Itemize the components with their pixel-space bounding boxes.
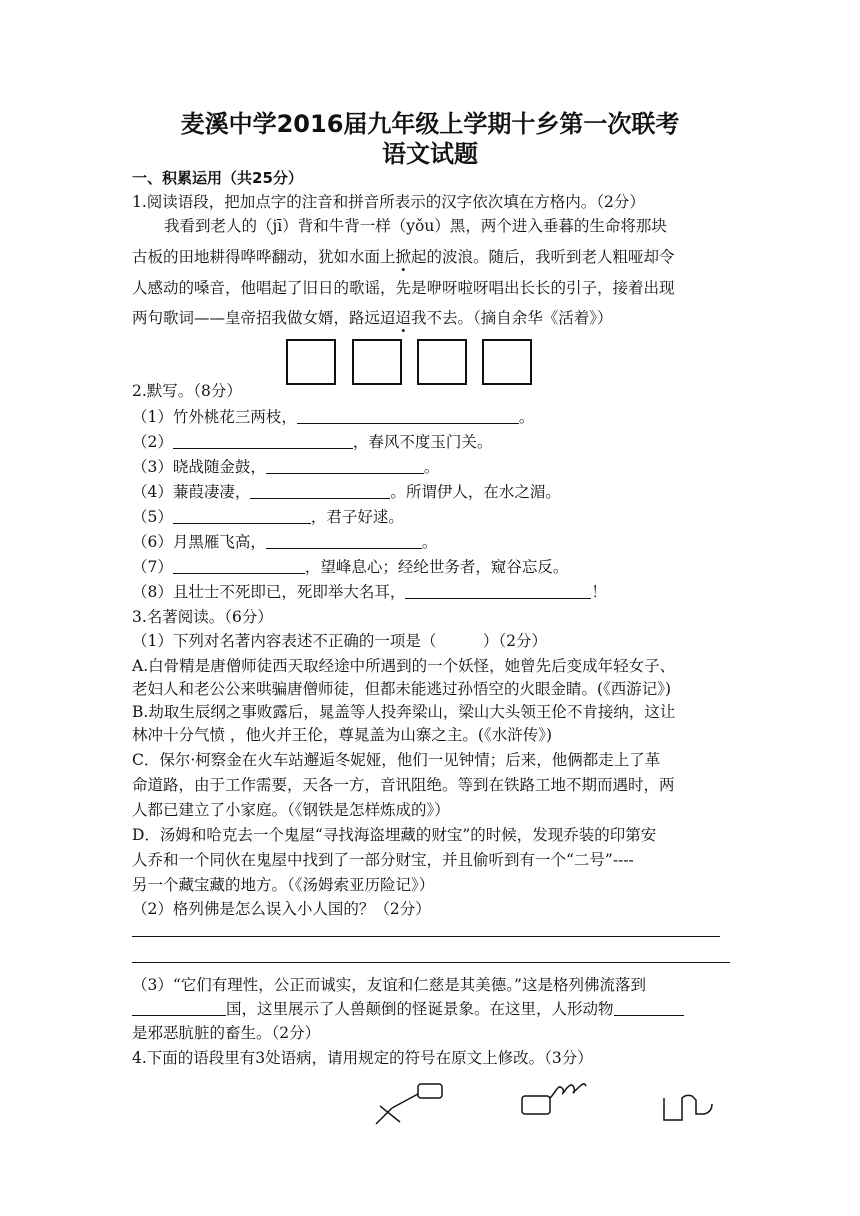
q2-item-6-post: 。 — [421, 533, 438, 551]
q1-prompt: 1.阅读语段，把加点字的注音和拼音所表示的汉字依次填在方格内。（2分） — [132, 193, 645, 211]
delete-symbol-icon — [516, 1076, 602, 1120]
q3-option-d-line3: 另一个藏宝藏的地方。（《汤姆索亚历险记》） — [132, 876, 435, 894]
q2-item-3-pre: （3）晓战随金鼓， — [132, 458, 266, 476]
q1-passage-line1: 我看到老人的（jī）背和牛背一样（yǒu）黑，两个进入垂暮的生命将那块 — [164, 217, 667, 235]
q2-item-4-blank[interactable] — [250, 482, 390, 499]
q3-sub3-line2-text: 国，这里展示了人兽颠倒的怪诞景象。在这里，人形动物 — [226, 1000, 614, 1018]
q3-option-b-line1: B.劫取生辰纲之事败露后，晁盖等人投奔梁山，梁山大头领王伦不肯接纳，这让 — [132, 703, 676, 721]
q2-item-8-blank[interactable] — [405, 582, 591, 599]
answer-box-4[interactable] — [482, 339, 532, 385]
q2-item-7-pre: （7） — [132, 558, 173, 576]
q2-item-7-post: ，望峰息心；经纶世务者，窥谷忘反。 — [304, 558, 569, 576]
q3-option-d-line1: D．汤姆和哈克去一个鬼屋“寻找海盗埋藏的财宝”的时候，发现乔装的印第安 — [132, 826, 657, 844]
q1-line4-part-b: 我不去。（摘自余华《活着》） — [411, 309, 613, 327]
q3-sub3-line1: （3）“它们有理性，公正而诚实，友谊和仁慈是其美德。”这是格列佛流落到 — [132, 976, 646, 994]
q3-sub3-line3: 是邪恶肮脏的畜生。（2分） — [132, 1024, 321, 1042]
q2-prompt: 2.默写。（8分） — [132, 382, 242, 400]
answer-box-1[interactable] — [286, 339, 336, 385]
q2-item-1-post: 。 — [518, 408, 535, 426]
q2-item-3 — [132, 455, 439, 477]
q1-line2-part-a: 古板的田地耕得哗哗翻动，犹如水面上 — [132, 248, 396, 266]
q2-item-2-post: ，春风不度玉门关。 — [352, 433, 493, 451]
answer-box-2[interactable] — [352, 339, 402, 385]
q3-option-c-line2: 命道路，由于工作需要，天各一方，音讯阻绝。等到在铁路工地不期而遇时，两 — [132, 776, 675, 794]
q2-item-4-pre: （4）蒹葭凄凄， — [132, 483, 251, 501]
q2-item-2-pre: （2） — [132, 433, 173, 451]
q2-item-8-pre: （8）且壮士不死即已，死即举大名耳， — [132, 583, 406, 601]
answer-line-1[interactable] — [132, 936, 720, 937]
q1-line4-part-a: 两句歌词——皇帝招我做女婿，路远迢 — [132, 309, 396, 327]
q3-sub3-blank-2[interactable] — [614, 999, 684, 1016]
q2-item-1-pre: （1）竹外桃花三两枝， — [132, 408, 297, 426]
answer-box-3[interactable] — [417, 339, 467, 385]
q3-option-c-line1: C．保尔·柯察金在火车站邂逅冬妮娅，他们一见钟情；后来，他俩都走上了革 — [132, 751, 661, 769]
q2-item-6 — [132, 530, 437, 552]
q2-item-8-post: ！ — [591, 583, 607, 601]
q3-option-a-line2: 老妇人和老公公来哄骗唐僧师徒，但都未能逃过孙悟空的火眼金睛。(《西游记》) — [132, 680, 672, 698]
q2-item-4-post: 。所谓伊人，在水之湄。 — [390, 483, 561, 501]
q2-item-6-pre: （6）月黑雁飞高， — [132, 533, 266, 551]
q3-option-a-line1: A.白骨精是唐僧师徒西天取经途中所遇到的一个妖怪，她曾先后变成年轻女子、 — [132, 657, 676, 675]
q3-option-b-line2: 林冲十分气愤 ，他火并王伦，尊晁盖为山寨之主。(《水浒传》) — [132, 726, 553, 744]
q3-sub1: （1）下列对名著内容表述不正确的一项是（ ）（2分） — [132, 632, 547, 650]
exam-title-line1: 麦溪中学2016届九年级上学期十乡第一次联考 — [180, 110, 680, 138]
exam-title-line2: 语文试题 — [382, 140, 478, 168]
q3-sub3-blank-1[interactable] — [132, 999, 226, 1016]
q2-item-8 — [132, 580, 607, 602]
q2-item-7 — [132, 555, 568, 577]
q3-sub3-line2 — [132, 997, 684, 1019]
q3-prompt: 3.名著阅读。（6分） — [132, 608, 273, 626]
q2-item-6-blank[interactable] — [266, 532, 422, 549]
q3-sub2: （2）格列佛是怎么误入小人国的？（2分） — [132, 900, 431, 918]
q2-item-5-blank[interactable] — [173, 507, 311, 524]
q3-option-c-line3: 人都已建立了小家庭。（《钢铁是怎样炼成的》） — [132, 801, 450, 819]
q1-line2-part-b: 起的波浪。随后，我听到老人粗哑却令 — [411, 248, 675, 266]
q2-item-5-pre: （5） — [132, 508, 173, 526]
q1-passage-line3: 人感动的嗓音，他唱起了旧日的歌谣，先是咿呀啦呀唱出长长的引子，接着出现 — [132, 279, 675, 297]
q2-item-3-blank[interactable] — [266, 457, 424, 474]
q2-item-5-post: ，君子好逑。 — [310, 508, 404, 526]
section-heading: 一、积累运用（共25分） — [132, 169, 303, 187]
q2-item-2 — [132, 430, 492, 452]
q1-passage-line4 — [132, 306, 613, 328]
transpose-symbol-icon — [656, 1090, 720, 1126]
q3-option-d-line2: 人乔和一个同伙在鬼屋中找到了一部分财宝，并且偷听到有一个“二号”---- — [132, 851, 634, 869]
q2-item-3-post: 。 — [423, 458, 440, 476]
insert-symbol-icon — [372, 1082, 452, 1128]
answer-line-2[interactable] — [132, 962, 730, 963]
q4-prompt: 4.下面的语段里有3处语病，请用规定的符号在原文上修改。（3分） — [132, 1049, 593, 1067]
q2-item-5 — [132, 505, 404, 527]
q2-item-1-blank[interactable] — [297, 407, 519, 424]
q2-item-7-blank[interactable] — [173, 557, 305, 574]
q1-passage-line2 — [132, 245, 675, 267]
dotted-char-tiao: 迢 — [395, 309, 412, 327]
q2-item-1 — [132, 405, 534, 427]
q2-item-4 — [132, 480, 561, 502]
dotted-char-xian: 掀 — [395, 248, 412, 266]
q2-item-2-blank[interactable] — [173, 432, 353, 449]
